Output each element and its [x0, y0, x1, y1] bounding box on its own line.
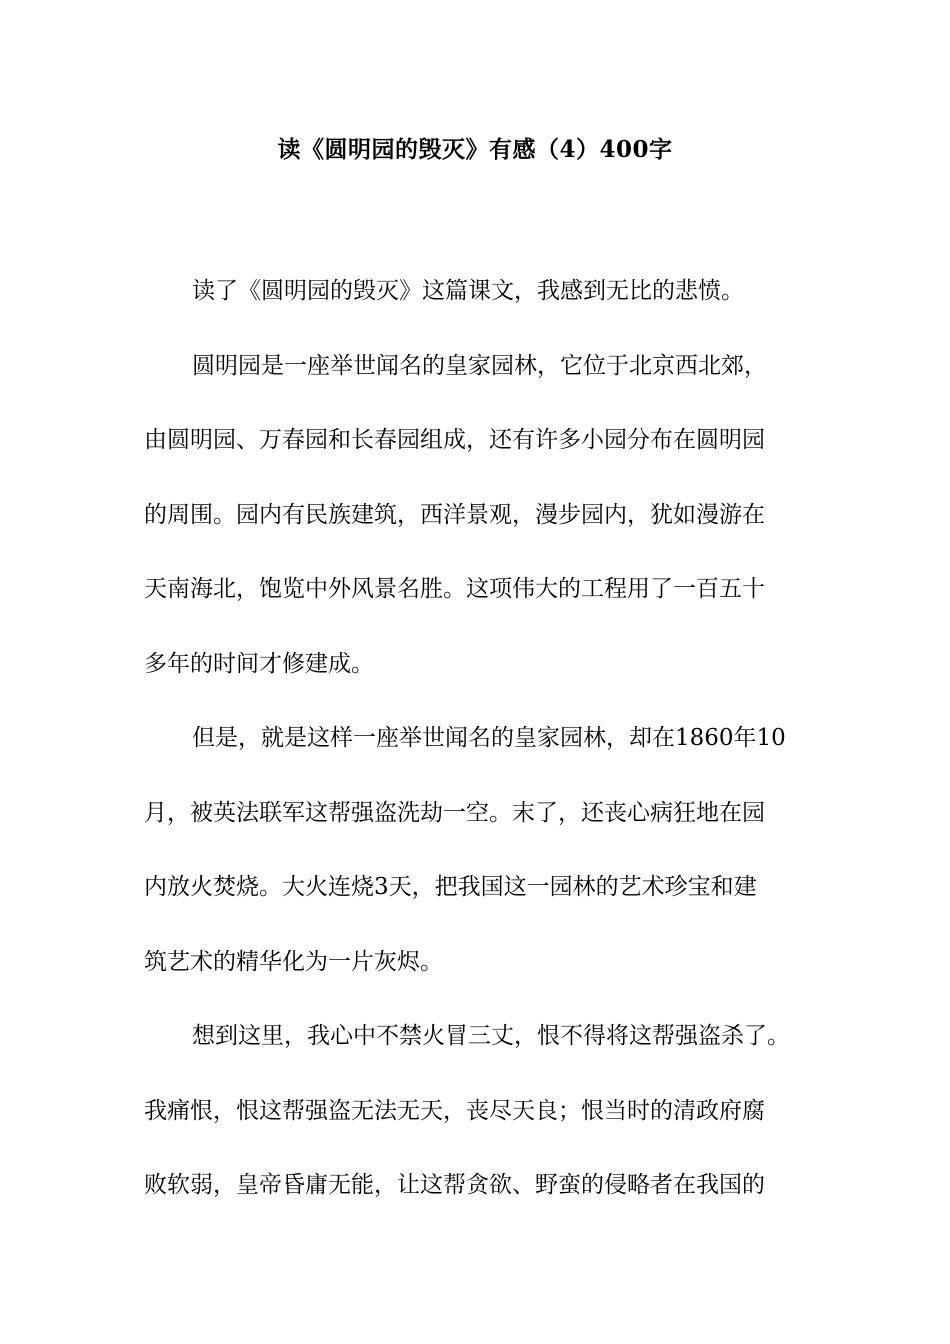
document-body	[144, 254, 810, 1223]
paragraph-line: 我痛恨，恨这帮强盗无法无天，丧尽天良；恨当时的清政府腐	[144, 1097, 765, 1124]
paragraph-line: 败软弱，皇帝昏庸无能，让这帮贪欲、野蛮的侵略者在我国的	[144, 1172, 765, 1198]
paragraph-line: 多年的时间才修建成。	[144, 650, 374, 677]
document-title: 读《圆明园的毁灭》有感（4）400字	[277, 136, 673, 163]
paragraph-line: 但是，就是这样一座举世闻名的皇家园林，却在1860年10	[192, 725, 786, 751]
paragraph-line: 圆明园是一座举世闻名的皇家园林，它位于北京西北郊，	[192, 352, 767, 379]
paragraph-line: 由圆明园、万春园和长春园组成，还有许多小园分布在圆明园	[144, 427, 765, 453]
paragraph-line: 筑艺术的精华化为一片灰烬。	[144, 948, 443, 975]
paragraph-line: 想到这里，我心中不禁火冒三丈，恨不得将这帮强盗杀了。	[192, 1023, 790, 1049]
paragraph-line: 天南海北，饱览中外风景名胜。这项伟大的工程用了一百五十	[144, 576, 765, 602]
paragraph-line: 内放火焚烧。大火连烧3天，把我国这一园林的艺术珍宝和建	[144, 874, 757, 900]
paragraph-line: 月，被英法联军这帮强盗洗劫一空。末了，还丧心病狂地在园	[144, 799, 765, 826]
paragraph-line: 的周围。园内有民族建筑，西洋景观，漫步园内，犹如漫游在	[144, 501, 765, 528]
paragraph-line: 读了《圆明园的毁灭》这篇课文，我感到无比的悲愤。	[192, 278, 744, 304]
